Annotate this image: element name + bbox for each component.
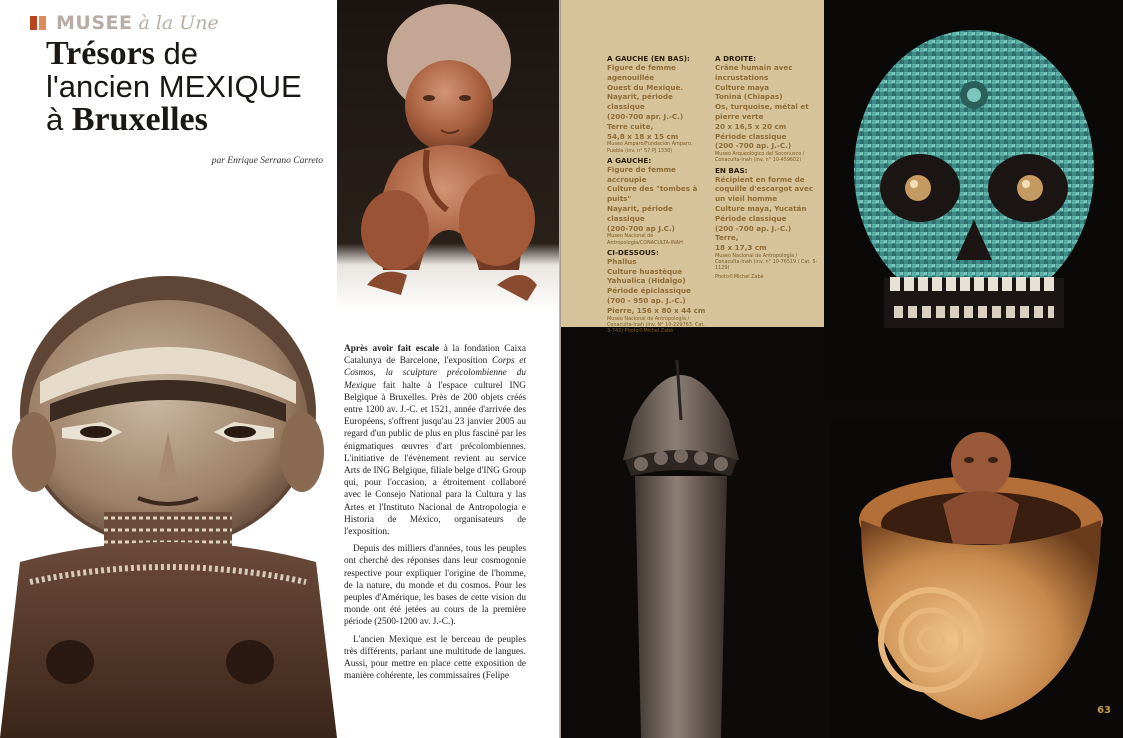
title-word-tresors: Trésors — [46, 35, 155, 72]
caption-line: Récipient en forme de — [715, 174, 805, 184]
byline: par Enrique Serrano Carreto — [211, 156, 323, 166]
photo-stone-phallus — [581, 330, 781, 738]
caption-line: Nayarit, période classique — [607, 92, 673, 112]
caption-line: agenouillée — [607, 72, 655, 82]
caption-line: Culture des "tombes à — [607, 184, 698, 194]
caption-line: 18 x 17,3 cm — [715, 243, 767, 253]
caption-head: A GAUCHE: — [607, 155, 652, 165]
caption-head: CI-DESSOUS: — [607, 247, 659, 257]
rubric-marker-light — [39, 16, 46, 30]
rubric-subtitle: à la Une — [138, 12, 219, 34]
caption-column-left — [607, 52, 710, 336]
caption-line: 20 x 16,5 x 20 cm — [715, 121, 787, 131]
left-page — [0, 0, 561, 738]
paragraph-1 — [344, 343, 526, 538]
caption-line: (700 - 950 ap. J.-C.) — [607, 295, 686, 305]
article-body — [344, 343, 526, 687]
caption-line: Culture maya — [715, 82, 769, 92]
caption-small: Museo Nacional de Antropología / Conaculta-Inah (inv. N° 10-229763. Cat. 3-742) Photo©Michel Zabé — [607, 315, 705, 334]
title-word-de: de — [154, 36, 198, 71]
caption-head: A DROITE: — [715, 54, 757, 63]
caption-line: Yahualica (Hidalgo) — [607, 276, 686, 286]
caption-small: Photo©Michel Zabé — [715, 273, 764, 280]
caption-head: EN BAS: — [715, 165, 748, 175]
page-number: 63 — [1097, 705, 1111, 716]
caption-small: Museo Nacional de Antropología / Conaculta-Inah (inv. n° 10-76519 / Cat. 5-1129) — [715, 252, 818, 272]
caption-line: (200-700 ap J.C.) — [607, 223, 675, 233]
caption-line: Terre, — [715, 233, 739, 243]
caption-line: incrustations — [715, 72, 769, 82]
title-word-bruxelles: Bruxelles — [71, 101, 208, 138]
photo-snail-vessel — [831, 420, 1123, 738]
caption-line: accroupie — [607, 174, 647, 184]
caption-line: Période épiclassique — [607, 286, 691, 296]
caption-line: 54,8 x 18 x 15 cm — [607, 131, 679, 141]
exhibition-title: Corps et Cosmos, la sculpture précolombienne du Mexique — [344, 356, 526, 391]
caption-line: Terre cuite, — [607, 121, 654, 131]
paragraph-1-part-b: fait halte à l'espace culturel ING Belgique à Bruxelles. Près de 200 objets créés entre 1200 av. J.-C. et 1521, année d'arrivée des Européens, s'offrent jusqu'au 23 janvier 2005 au regard d'un public de plus en plus fasciné par les énigmatiques œuvres d'art précolombiennes. L'initiative de l'évènement revient au service Arts de ING Belgique, filiale belge d'ING Group qui, pour l'occasion, a étroitement collaboré avec le Consejo National para la Cultura y las Artes et l'Instituto Nacional de Antropologia e Historia de México, organisateurs de l'exposition. — [344, 380, 526, 538]
article-title — [46, 36, 336, 137]
caption-head: A GAUCHE (EN BAS): — [607, 54, 690, 63]
caption-line: Ouest du Mexique. — [607, 82, 684, 92]
rubric-title: MUSEE — [56, 12, 133, 34]
caption-line: Pierre, 156 x 80 x 44 cm — [607, 305, 706, 315]
section-rubric — [30, 8, 219, 38]
caption-line: Figure de femme — [607, 164, 676, 174]
photo-crouching-woman — [337, 0, 561, 312]
caption-line: un vieil homme — [715, 194, 778, 204]
title-word-a: à — [46, 102, 72, 137]
caption-line: Figure de femme — [607, 63, 676, 72]
caption-line: Os, turquoise, métal et — [715, 102, 809, 112]
caption-line: (200 -700 ap. J.-C.) — [715, 141, 792, 151]
caption-line: Phallus — [607, 256, 637, 266]
paragraph-2: Depuis des milliers d'années, tous les peuples ont cherché des réponses dans leur cosmogonie respective pour expliquer l'origine de l'homme, de la nature, du monde et du cosmos. Pour les peuples d'Amérique, les bases de cette vision du monde ont été jetées au cours de la première période (2500-1200 av. J.-C.). — [344, 544, 526, 628]
caption-line: Toniná (Chiapas) — [715, 92, 783, 102]
photo-turquoise-skull — [824, 0, 1123, 400]
lead-in: Après avoir fait escale — [344, 344, 440, 354]
caption-line: Culture huastèque — [607, 266, 683, 276]
caption-line: pierre verte — [715, 111, 764, 121]
caption-small: Museo Amparo/Fundación Amparo, Puebla (inv. n° 57 PJ 1338) — [607, 141, 693, 154]
caption-box — [561, 0, 824, 334]
caption-column-right — [715, 52, 818, 282]
caption-line: Période classique — [715, 131, 787, 141]
caption-line: (200-700 apr. J.-C.) — [607, 111, 684, 121]
caption-small: Museo Nacional de Antropología/CONACULTA-INAH — [607, 233, 683, 246]
caption-line: Période classique — [715, 213, 787, 223]
caption-small: Museo Arqueológico del Soconusco / Conaculta-Inah (inv. n° 10-459602) — [715, 151, 805, 164]
caption-line: Culture maya, Yucatán — [715, 203, 807, 213]
caption-line: Crâne humain avec — [715, 63, 793, 72]
title-line-2: l'ancien MEXIQUE — [46, 69, 302, 104]
paragraph-3: L'ancien Mexique est le berceau de peuples très différents, parlant une multitude de langues. Aussi, pour mettre en place cette exposition de manière cohérente, les commissaires (Felipe — [344, 634, 526, 682]
caption-line: Nayarit, période classique — [607, 203, 673, 223]
rubric-marker — [30, 16, 37, 30]
caption-line: coquille d'escargot avec — [715, 184, 814, 194]
photo-kneeling-woman — [0, 262, 337, 738]
caption-line: puits" — [607, 194, 632, 204]
paragraph-1-part-a: à la fondation Caixa Catalunya de Barcelone, l'exposition — [344, 344, 526, 367]
caption-line: (200 -700 ap. J.-C.) — [715, 223, 792, 233]
